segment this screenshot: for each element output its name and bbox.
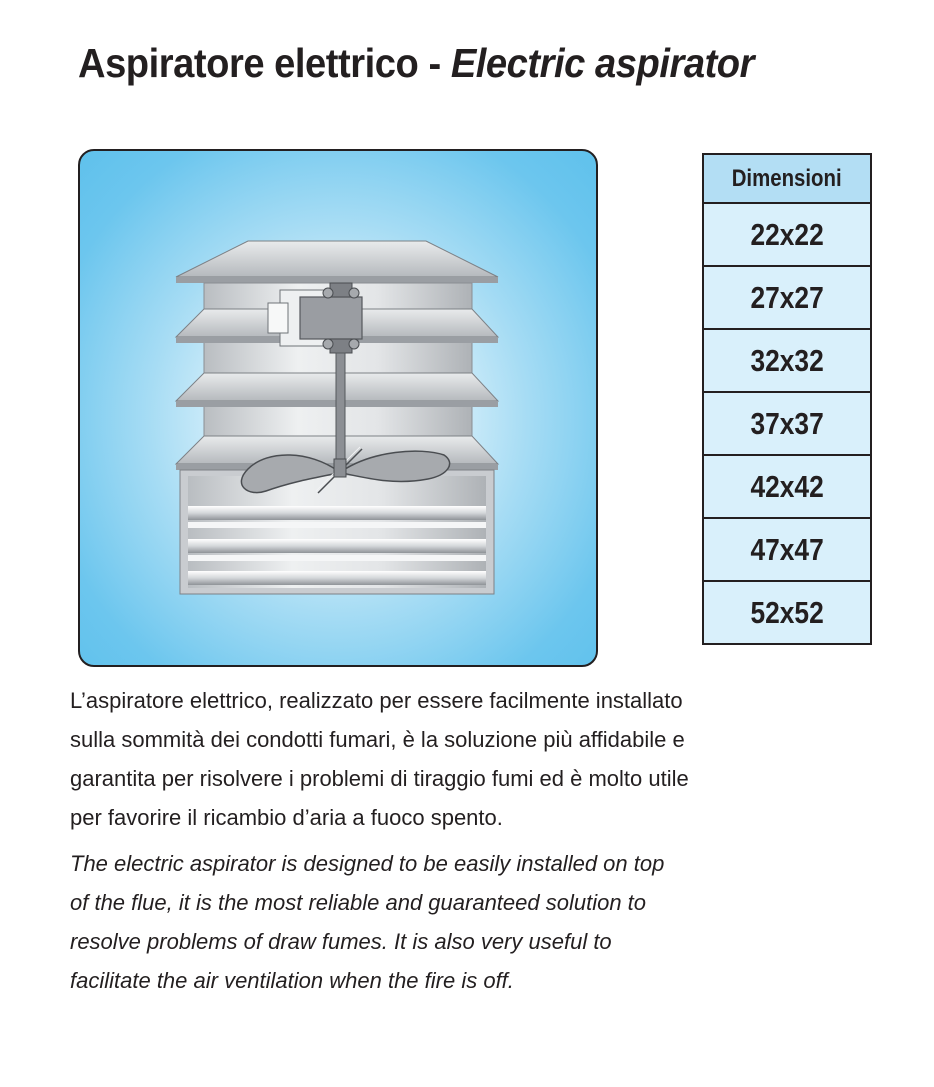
description-english xyxy=(70,844,740,1000)
table-row xyxy=(703,203,871,266)
english-line: facilitate the air ventilation when the fire is off. xyxy=(70,968,514,993)
table-row xyxy=(703,266,871,329)
italian-line: L’aspiratore elettrico, realizzato per essere facilmente installato xyxy=(70,688,683,713)
table-row xyxy=(703,392,871,455)
title-italic: Electric aspirator xyxy=(450,40,755,86)
dimension-cell: 42x42 xyxy=(703,455,871,518)
aspirator-drawing xyxy=(80,151,596,665)
italian-line: sulla sommità dei condotti fumari, è la soluzione più affidabile e xyxy=(70,727,685,752)
description-italian xyxy=(70,681,750,837)
title-main: Aspiratore elettrico - xyxy=(78,40,451,86)
lower-grille xyxy=(180,470,494,594)
table-row xyxy=(703,518,871,581)
dimension-cell: 27x27 xyxy=(703,266,871,329)
table-row xyxy=(703,329,871,392)
english-line: of the flue, it is the most reliable and guaranteed solution to xyxy=(70,890,647,915)
dimension-cell: 32x32 xyxy=(703,329,871,392)
roof-cap xyxy=(176,241,498,283)
dimension-cell: 37x37 xyxy=(703,392,871,455)
dimension-cell: 47x47 xyxy=(703,518,871,581)
dimensions-table xyxy=(702,153,872,645)
table-header: Dimensioni xyxy=(703,154,871,203)
table-row xyxy=(703,455,871,518)
page-title xyxy=(78,40,754,87)
english-line: The electric aspirator is designed to be easily installed on top xyxy=(70,851,665,876)
table-header-row xyxy=(703,154,871,203)
italian-line: per favorire il ricambio d’aria a fuoco spento. xyxy=(70,805,503,830)
table-row xyxy=(703,581,871,644)
dimension-cell: 52x52 xyxy=(703,581,871,644)
dimension-cell: 22x22 xyxy=(703,203,871,266)
motor xyxy=(268,283,362,353)
aspirator-illustration xyxy=(78,149,598,667)
italian-line: garantita per risolvere i problemi di tiraggio fumi ed è molto utile xyxy=(70,766,689,791)
english-line: resolve problems of draw fumes. It is also very useful to xyxy=(70,929,612,954)
